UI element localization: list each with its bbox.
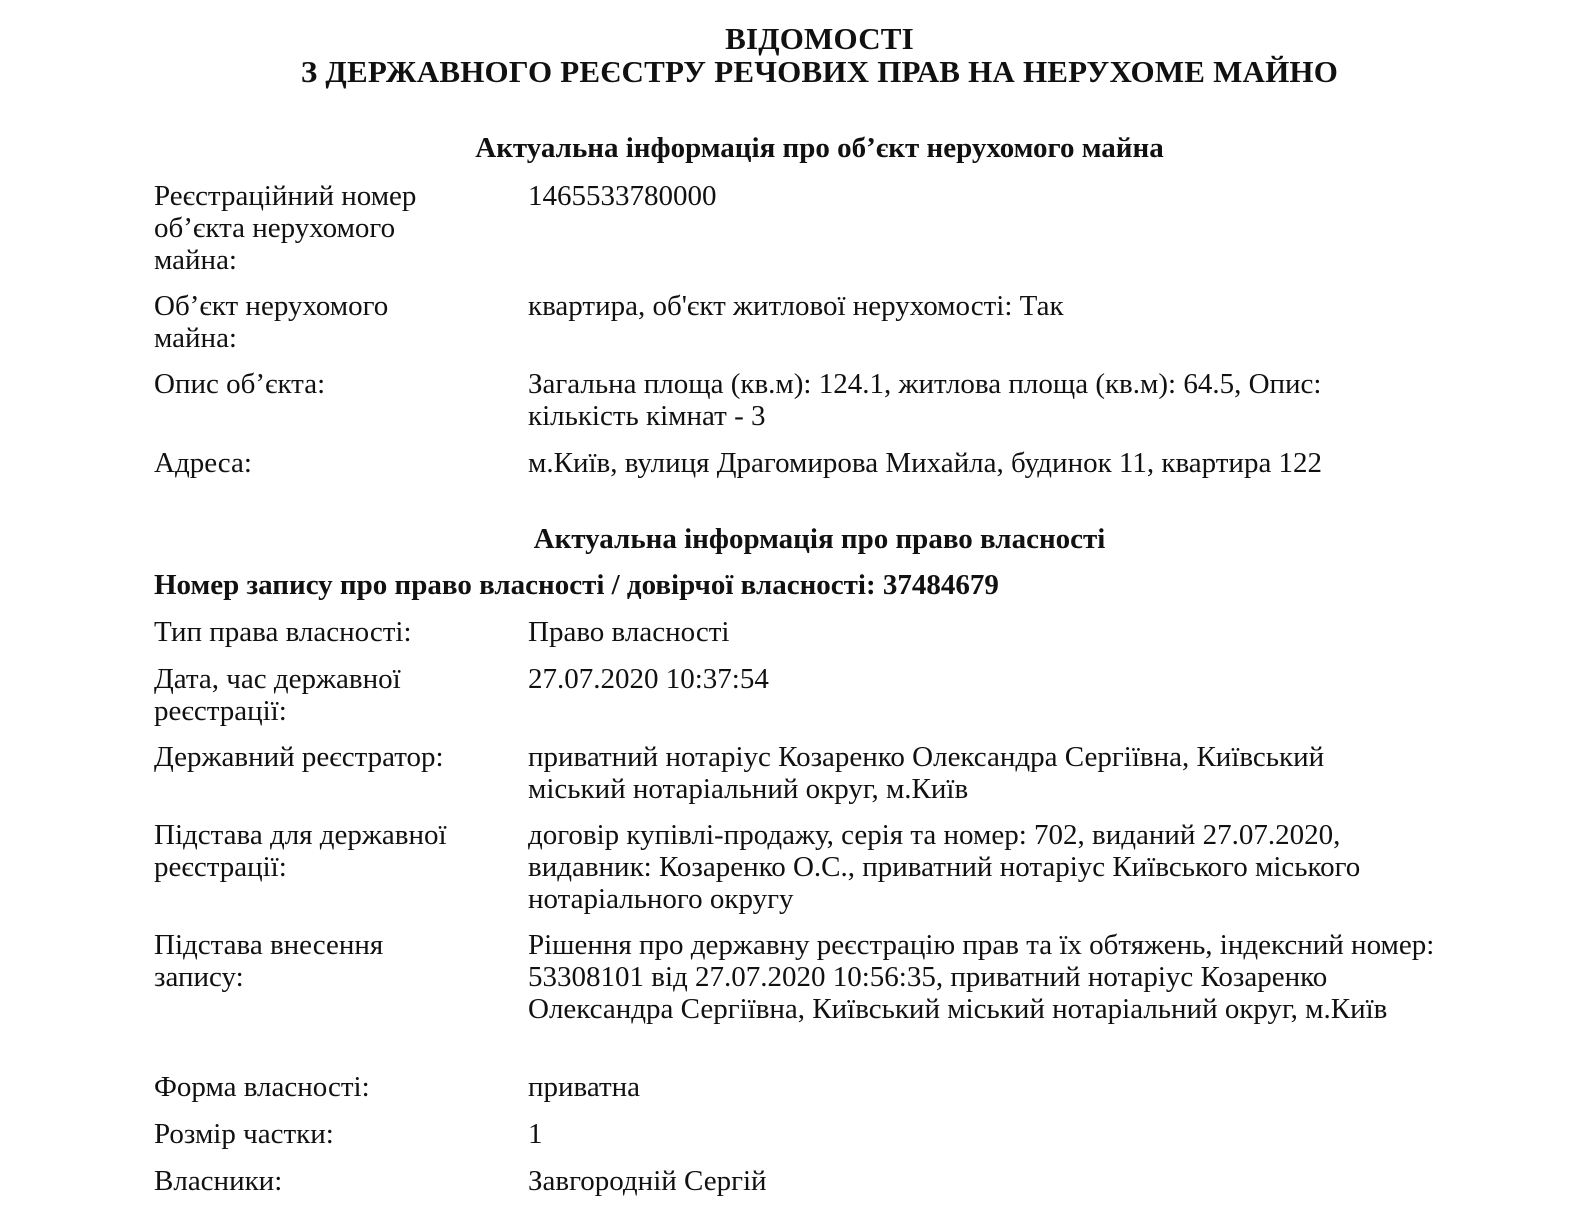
owners-value: Завгородній Сергій: [528, 1165, 767, 1197]
record-entry-basis-label: Підстава внесення запису:: [154, 929, 384, 993]
ownership-form-label: Форма власності:: [154, 1071, 370, 1103]
document-title: [0, 22, 1583, 88]
ownership-type-label: Тип права власності:: [154, 616, 412, 648]
ownership-record-number: Номер запису про право власності / довірчої власності: 37484679: [154, 569, 999, 601]
registration-datetime-label: Дата, час державної реєстрації:: [154, 663, 401, 727]
share-size-value: 1: [528, 1118, 543, 1150]
ownership-section-heading: Актуальна інформація про право власності: [533, 523, 1106, 555]
ownership-form-value: приватна: [528, 1071, 641, 1103]
object-description-value: Загальна площа (кв.м): 124.1, житлова площа (кв.м): 64.5, Опис: кількість кімнат - 3: [528, 368, 1322, 432]
record-entry-basis-value: Рішення про державну реєстрацію прав та їх обтяжень, індексний номер: 53308101 від 27.07.2020 10:56:35, приватний нотаріус Козаренко Олександра Сергіївна, Київський міський нотаріальний округ, м.Київ: [528, 929, 1435, 1025]
object-description-label: Опис об’єкта:: [154, 368, 326, 400]
object-registration-number-label: Реєстраційний номер об’єкта нерухомого майна:: [154, 180, 417, 276]
owners-label: Власники:: [154, 1165, 283, 1197]
object-section-heading: Актуальна інформація про об’єкт нерухомого майна: [475, 132, 1164, 164]
object-registration-number-value: 1465533780000: [528, 180, 717, 212]
object-type-label: Об’єкт нерухомого майна:: [154, 290, 389, 354]
document-title-line-1: ВІДОМОСТІ: [725, 21, 914, 56]
share-size-label: Розмір частки:: [154, 1118, 334, 1150]
object-address-value: м.Київ, вулиця Драгомирова Михайла, будинок 11, квартира 122: [528, 447, 1323, 479]
registration-datetime-value: 27.07.2020 10:37:54: [528, 663, 769, 695]
state-registrar-label: Державний реєстратор:: [154, 741, 444, 773]
object-type-value: квартира, об'єкт житлової нерухомості: Так: [528, 290, 1064, 322]
registration-basis-label: Підстава для державної реєстрації:: [154, 819, 447, 883]
registration-basis-value: договір купівлі-продажу, серія та номер: 702, виданий 27.07.2020, видавник: Козаренко О.С., приватний нотаріус Київського міського нотаріального округу: [528, 819, 1361, 915]
ownership-type-value: Право власності: [528, 616, 730, 648]
state-registrar-value: приватний нотаріус Козаренко Олександра Сергіївна, Київський міський нотаріальний округ, м.Київ: [528, 741, 1325, 805]
document-title-line-2: З ДЕРЖАВНОГО РЕЄСТРУ РЕЧОВИХ ПРАВ НА НЕРУХОМЕ МАЙНО: [300, 54, 1339, 89]
object-address-label: Адреса:: [154, 447, 252, 479]
